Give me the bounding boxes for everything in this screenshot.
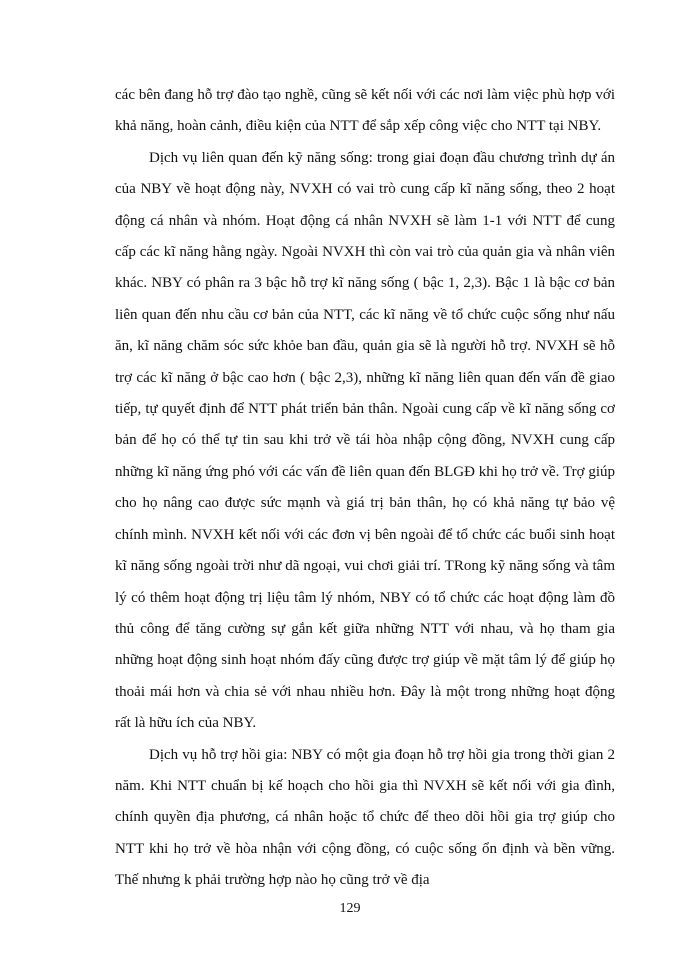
paragraph-life-skills: Dịch vụ liên quan đến kỹ năng sống: trong giai đoạn đầu chương trình dự án của NBY về hoạt động này, NVXH có vai trò cung cấp kĩ năng sống, theo 2 hoạt động cá nhân và nhóm. Hoạt động cá nhân NVXH sẽ làm 1-1 với NTT để cung cấp các kĩ năng hằng ngày. Ngoài NVXH thì còn vai trò của quản gia và nhân viên khác. NBY có phân ra 3 bậc hỗ trợ kĩ năng sống ( bậc 1, 2,3). Bậc 1 là bậc cơ bản liên quan đến nhu cầu cơ bản của NTT, các kĩ năng về tổ chức cuộc sống như nấu ăn, kĩ năng chăm sóc sức khỏe ban đầu, quản gia sẽ là người hỗ trợ. NVXH sẽ hỗ trợ các kĩ năng ở bậc cao hơn ( bậc 2,3), những kĩ năng liên quan đến vấn đề giao tiếp, tự quyết định để NTT phát triển bản thân. Ngoài cung cấp về kĩ năng sống cơ bản để họ có thể tự tin sau khi trở về tái hòa nhập cộng đồng, NVXH cung cấp những kĩ năng ứng phó với các vấn đề liên quan đến BLGĐ khi họ trở về. Trợ giúp cho họ nâng cao được sức mạnh và giá trị bản thân, họ có khả năng tự bảo vệ chính mình. NVXH kết nối với các đơn vị bên ngoài để tổ chức các buổi sinh hoạt kĩ năng sống ngoài trời như dã ngoại, vui chơi giải trí. TRong kỹ năng sống và tâm lý có thêm hoạt động trị liệu tâm lý nhóm, NBY có tổ chức các hoạt động làm đồ thủ công để tăng cường sự gắn kết giữa những NTT với nhau, và họ tham gia những hoạt động sinh hoạt nhóm đấy cũng được trợ giúp về mặt tâm lý để giúp họ thoải mái hơn và chia sẻ với nhau nhiều hơn. Đây là một trong những hoạt động rất là hữu ích của NBY.	[115, 149, 615, 732]
paragraph-reintegration: Dịch vụ hỗ trợ hồi gia: NBY có một gia đoạn hỗ trợ hồi gia trong thời gian 2 năm. Khi NTT chuẩn bị kế hoạch cho hồi gia thì NVXH sẽ kết nối với gia đình, chính quyền địa phương, cá nhân hoặc tổ chức để theo dõi hồi gia trợ giúp cho NTT khi họ trở về hòa nhận với cộng đồng, có cuộc sống ổn định và bền vững. Thế nhưng k phải trường hợp nào họ cũng trở về địa	[115, 746, 615, 889]
paragraph-vocational-continuation: các bên đang hỗ trợ đào tạo nghề, cũng sẽ kết nối với các nơi làm việc phù hợp với khả năng, hoàn cảnh, điều kiện của NTT để sắp xếp công việc cho NTT tại NBY.	[115, 87, 615, 135]
page-number: 129	[339, 901, 361, 916]
body-text	[115, 80, 615, 897]
